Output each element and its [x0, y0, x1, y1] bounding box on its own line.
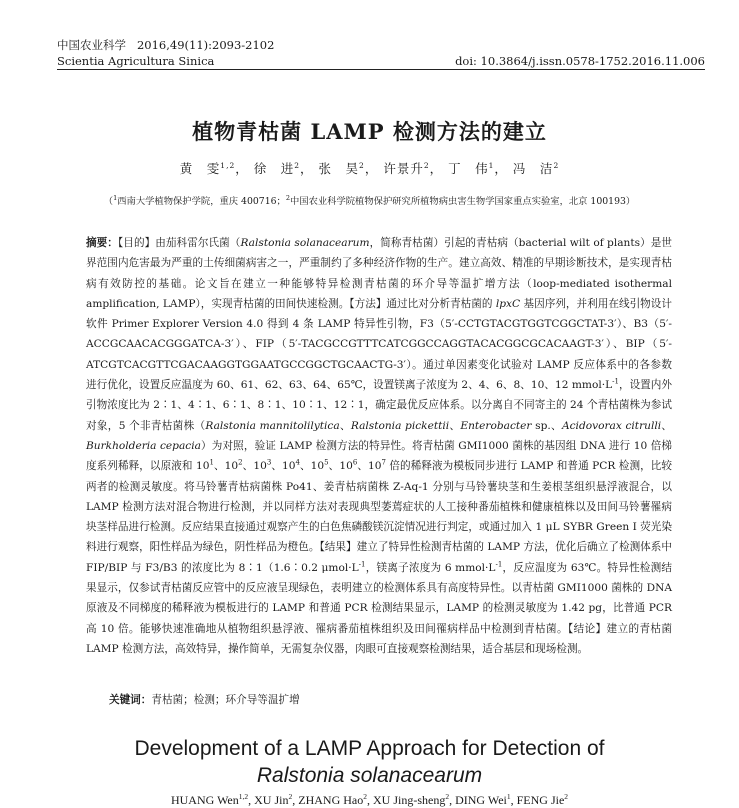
author-en: FENG Jie$^2$	[516, 792, 569, 807]
title-en-line1: Development of a LAMP Approach for Detection of	[134, 737, 605, 760]
header-row-bottom	[57, 54, 705, 70]
doi: doi: 10.3864/j.issn.0578-1752.2016.11.006	[455, 54, 705, 68]
title-en	[0, 735, 739, 789]
author-en: ZHANG Hao$^2$,	[298, 792, 373, 807]
abstract: 摘要：【目的】由茄科雷尔氏菌（Ralstonia solanacearum，简称青枯菌）引起的青枯病（bacterial wilt of plants）是世界范围内危害最为严重的土传细菌病害之一，严重制约了多种经济作物的生产。建立高效、精准的早期诊断技术，是实现青枯病有效防控的基础。论文旨在建立一种能够特异检测青枯菌的环介导等温扩增方法（loop-mediated isothermal amplification, LAMP），实现青枯菌的田间快速检测。【方法】通过比对分析青枯菌的 lpxC 基因序列，并利用在线引物设计软件 Primer Explorer Version 4.0 得到 4 条 LAMP 特异性引物，F3（5′-CCTGTACGTGGTCGGCTAT-3′）、B3（5′-ACCGCAACACGGGATCA-3′）、FIP（5′-TACGCCGTTTCATCGGCCAGGTACACGGCGCACAAGT-3′）、BIP（5′-ATCGTCACGTTCGACAAGGTGGAATGCCGGCTGCAACTG-3′）。通过单因素变化试验对 LAMP 反应体系中的各参数进行优化，设置反应温度为 60、61、62、63、64、65℃，设置镁离子浓度为 2、4、6、8、10、12 $mmol\cdot L^{-1}$，设置内外引物浓度比为 2∶1、4∶1、6∶1、8∶1、10∶1、12∶1，确定最优反应体系。以分离自不同寄主的 24 个青枯菌株为参试对象，5 个非青枯菌株（Ralstonia mannitolilytica、Ralstonia pickettii、Enterobacter sp.、Acidovorax citrulli、Burkholderia cepacia）为对照，验证 LAMP 检测方法的特异性。将青枯菌 GMI1000 菌株的基因组 DNA 进行 10 倍梯度系列稀释，以原液和 $10^1$、$10^2$、$10^3$、$10^4$、$10^5$、$10^6$、$10^7$ 倍的稀释液为模板同步进行 LAMP 和普通 PCR 检测，比较两者的检测灵敏度。将马铃薯青枯病菌株 Po41、姜青枯病菌株 Z-Aq-1 分别与马铃薯块茎和生姜根茎组织悬浮液混合，以 LAMP 检测方法对混合物进行检测，并以同样方法对表现典型萎蔫症状的人工接种番茄植株和健康植株以及田间马铃薯罹病块茎样品进行检测。反应结果直接通过观察产生的白色焦磷酸镁沉淀情况进行判定，或通过加入 1 μL SYBR Green I 荧光染料进行观察，阳性样品为绿色，阴性样品为橙色。【结果】建立了特异性检测青枯菌的 LAMP 方法，优化后确立了检测体系中 FIP/BIP 与 F3/B3 的浓度比为 8∶1（1.6∶0.2 $\mu mol\cdot L^{-1}$，镁离子浓度为 6 $mmol\cdot L^{-1}$，反应温度为 63℃。特异性检测结果显示，仅参试青枯菌反应管中的反应液呈现绿色，表明建立的检测体系具有高度特异性。以青枯菌 GMI1000 菌株的 DNA 原液及不同梯度的稀释液为模板进行的 LAMP 和普通 PCR 检测结果显示，LAMP 的检测灵敏度为 1.42 pg，比普通 PCR 高 10 倍。能够快速准确地从植物组织悬浮液、罹病番茄植株组织及田间罹病样品中检测到青枯菌。【结论】建立的青枯菌 LAMP 检测方法，高效特异，操作简单，无需复杂仪器，肉眼可直接观察检测结果，适合基层和现场检测。	[86, 237, 673, 655]
author-en: HUANG Wen$^{1,2}$,	[170, 792, 255, 807]
header-row-top	[57, 38, 705, 53]
citation: 2016,49(11):2093-2102	[136, 38, 275, 52]
journal-name-cn: 中国农业科学	[57, 38, 126, 52]
keywords-text: 青枯菌；检测；环介导等温扩增	[151, 694, 300, 706]
author-cn: 张 昊$^2$，	[318, 160, 379, 176]
abstract-label: 摘要：	[86, 237, 118, 249]
journal-header	[57, 38, 705, 70]
title-en-line2: Ralstonia solanacearum	[256, 764, 483, 787]
author-en: DING Wei$^1$,	[455, 792, 517, 807]
affiliations: （$^1$西南大学植物保护学院，重庆 400716；$^2$中国农业科学院植物保护研究所植物病虫害生物学国家重点实验室，北京 100193）	[103, 193, 636, 207]
journal-citation	[57, 38, 274, 53]
affiliation-2: 中国农业科学院植物保护研究所植物病虫害生物学国家重点实验室，北京 100193	[289, 196, 626, 207]
authors-cn	[0, 159, 739, 177]
author-cn: 许景升$^2$，	[383, 160, 444, 176]
author-en: XU Jing-sheng$^2$,	[372, 792, 456, 807]
author-cn: 丁 伟$^1$，	[448, 160, 508, 176]
keywords-label: 关键词：	[109, 694, 152, 706]
author-cn: 徐 进$^2$，	[253, 160, 314, 176]
title-cn: 植物青枯菌 LAMP 检测方法的建立	[192, 119, 547, 144]
author-en: XU Jin$^2$,	[254, 792, 299, 807]
author-cn: 冯 洁$^2$	[512, 160, 560, 176]
affiliation-1: 西南大学植物保护学院，重庆 400716；	[117, 196, 286, 207]
journal-name-en: Scientia Agricultura Sinica	[57, 54, 215, 68]
authors-en	[0, 792, 739, 808]
author-cn: 黄 雯$^{1,2}$，	[179, 160, 249, 176]
keywords	[109, 692, 300, 707]
